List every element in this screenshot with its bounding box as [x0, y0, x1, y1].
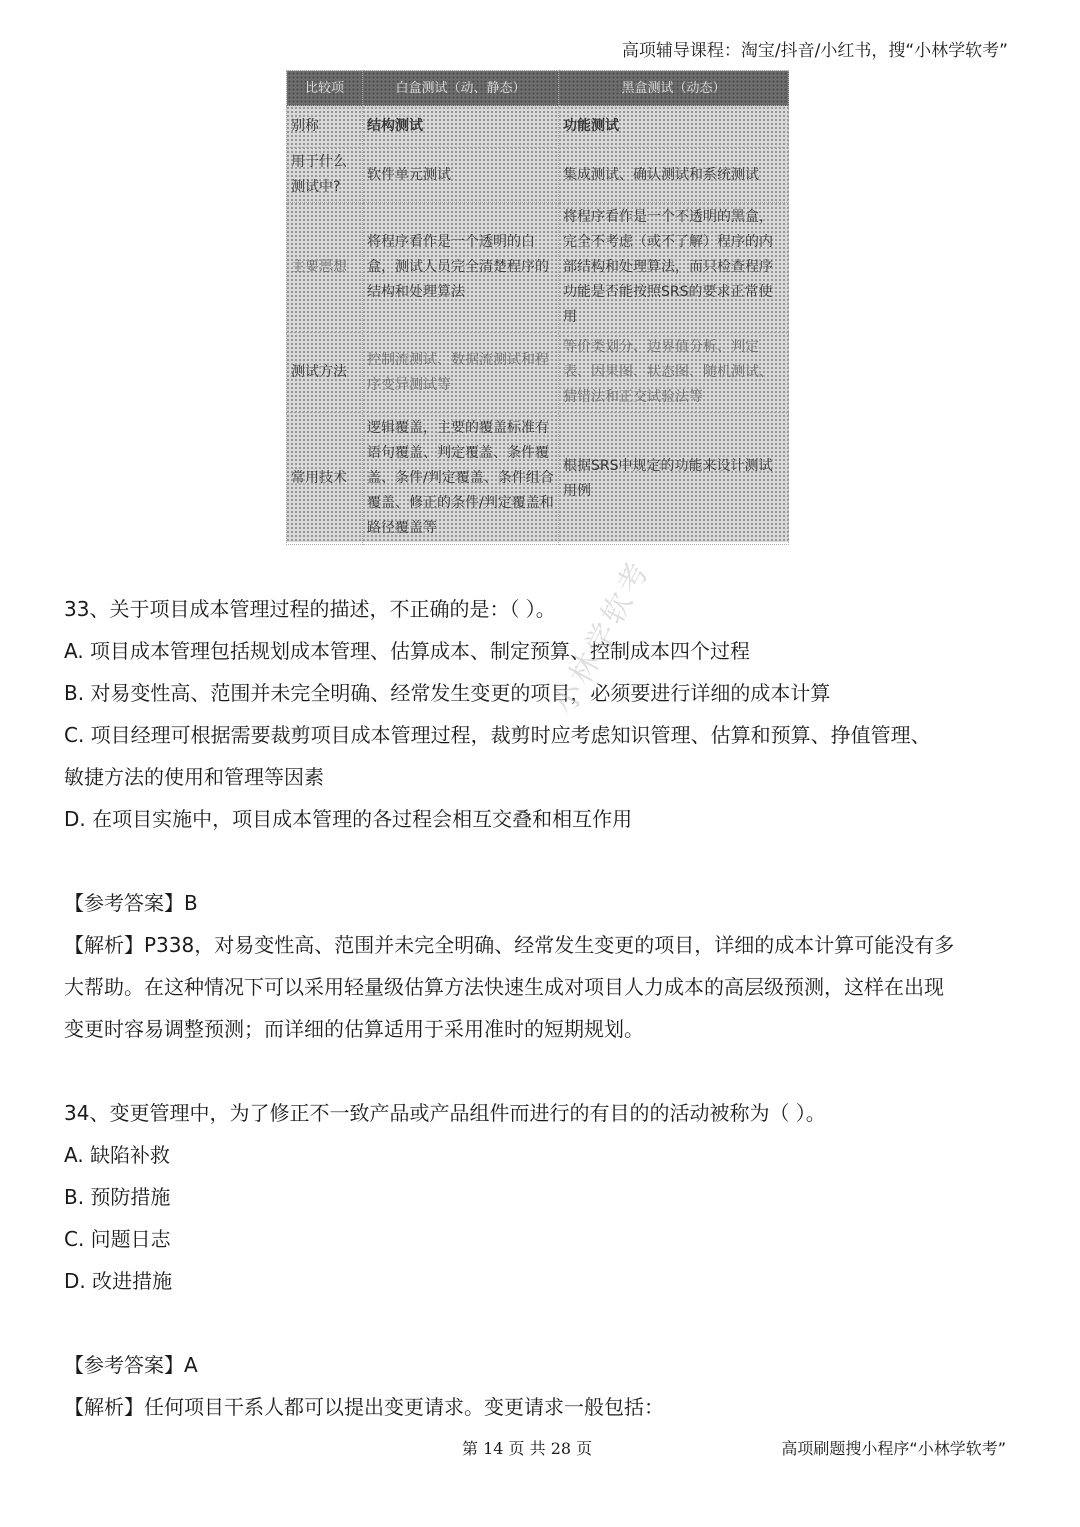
q34-option-c: C. 问题日志: [64, 1227, 171, 1251]
q33-answer: 【参考答案】B: [64, 891, 198, 915]
watermark: 小林学软考: [547, 553, 658, 721]
table-cell: 集成测试、确认测试和系统测试: [559, 148, 789, 203]
table-header-cell: 黑盒测试（动态）: [559, 71, 789, 106]
q34-option-b: B. 预防措施: [64, 1185, 171, 1209]
table-cell: 根据SRS中规定的功能来设计测试用例: [559, 413, 789, 545]
q34-stem: 34、变更管理中，为了修正不一致产品或产品组件而进行的有目的的活动被称为（ ）。: [64, 1101, 826, 1125]
q34-answer: 【参考答案】A: [64, 1353, 198, 1377]
table-row: [287, 333, 789, 413]
q33-stem: 33、关于项目成本管理过程的描述，不正确的是：（ ）。: [64, 597, 556, 621]
q33-option-b: B. 对易变性高、范围并未完全明确、经常发生变更的项目，必须要进行详细的成本计算: [64, 681, 831, 705]
table-cell: 功能测试: [559, 106, 789, 148]
table-header-cell: 比较项: [287, 71, 363, 106]
q33-option-c-line2: 敏捷方法的使用和管理等因素: [64, 765, 324, 789]
q33-explanation-line1: 【解析】P338，对易变性高、范围并未完全明确、经常发生变更的项目，详细的成本计算可能没有多: [64, 933, 955, 957]
table-header-cell: 白盒测试（动、静态）: [363, 71, 559, 106]
table-cell: 别称: [287, 106, 363, 148]
comparison-table: [286, 70, 789, 545]
table-cell: 将程序看作是一个透明的白盒，测试人员完全清楚程序的结构和处理算法: [363, 203, 559, 333]
table-cell: 等价类划分、边界值分析、判定表、因果图、状态图、随机测试、猜错法和正交试验法等: [559, 333, 789, 413]
page-number: 第 14 页 共 28 页: [462, 1439, 593, 1458]
q33-option-d: D. 在项目实施中，项目成本管理的各过程会相互交叠和相互作用: [64, 807, 633, 831]
q33-option-c-line1: C. 项目经理可根据需要裁剪项目成本管理过程，裁剪时应考虑知识管理、估算和预算、挣值管理、: [64, 723, 931, 747]
table-cell: 常用技术: [287, 413, 363, 545]
table-row: [287, 203, 789, 333]
q33-explanation-line2: 大帮助。在这种情况下可以采用轻量级估算方法快速生成对项目人力成本的高层级预测，这样在出现: [64, 975, 944, 999]
table-cell: 逻辑覆盖，主要的覆盖标准有语句覆盖、判定覆盖、条件覆盖、条件/判定覆盖、条件组合覆盖、修正的条件/判定覆盖和路径覆盖等: [363, 413, 559, 545]
table-cell: 测试方法: [287, 333, 363, 413]
q34-explanation-line1: 【解析】任何项目干系人都可以提出变更请求。变更请求一般包括：: [64, 1395, 664, 1419]
header-note: 高项辅导课程：淘宝/抖音/小红书，搜“小林学软考”: [621, 41, 1008, 61]
table-cell: 主要思想: [287, 203, 363, 333]
table-row: [287, 148, 789, 203]
question-content: [64, 588, 1024, 1428]
table-cell: 用于什么测试中?: [287, 148, 363, 203]
comparison-table-image: [286, 70, 789, 542]
table-row: [287, 413, 789, 545]
q34-option-d: D. 改进措施: [64, 1269, 173, 1293]
q33-explanation-line3: 变更时容易调整预测；而详细的估算适用于采用准时的短期规划。: [64, 1017, 644, 1041]
table-cell: 控制流测试、数据流测试和程序变异测试等: [363, 333, 559, 413]
table-cell: 结构测试: [363, 106, 559, 148]
q34-option-a: A. 缺陷补救: [64, 1143, 171, 1167]
table-row: [287, 106, 789, 148]
table-header-row: [287, 71, 789, 106]
table-cell: 将程序看作是一个不透明的黑盒，完全不考虑（或不了解）程序的内部结构和处理算法，而只检查程序功能是否能按照SRS的要求正常使用: [559, 203, 789, 333]
q33-option-a: A. 项目成本管理包括规划成本管理、估算成本、制定预算、控制成本四个过程: [64, 639, 751, 663]
table-cell: 软件单元测试: [363, 148, 559, 203]
footer-note: 高项刷题搜小程序“小林学软考”: [781, 1439, 1006, 1458]
